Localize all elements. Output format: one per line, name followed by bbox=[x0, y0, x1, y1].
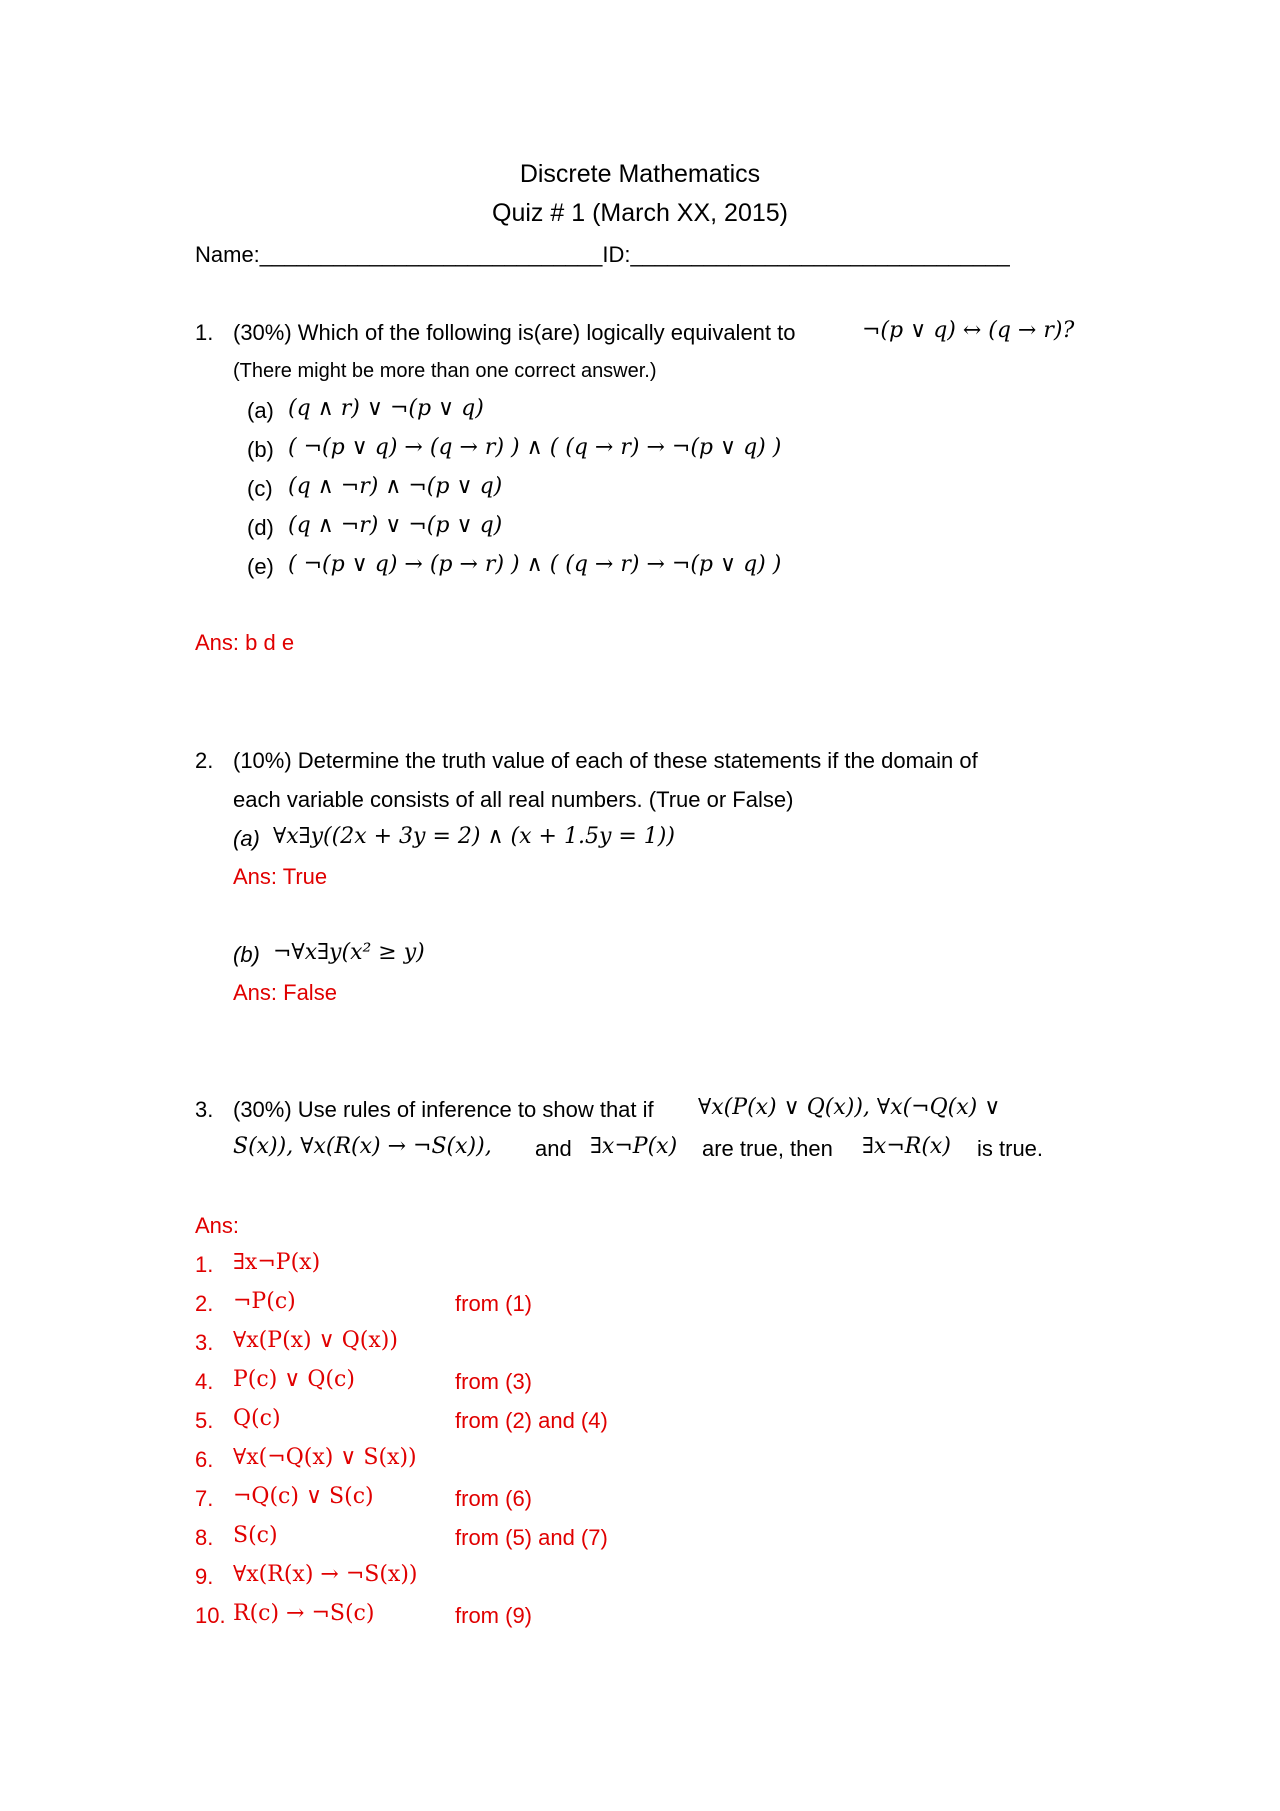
q2-b-answer: Ans: False bbox=[233, 980, 337, 1005]
step-expression: ∃x¬P(x) bbox=[233, 1250, 321, 1275]
q1-formula: ¬(p ∨ q) ↔ (q → r)? bbox=[862, 318, 1075, 343]
q1-option-a-expr: (q ∧ r) ∨ ¬(p ∨ q) bbox=[288, 396, 484, 421]
step-number: 7. bbox=[195, 1486, 214, 1511]
step-expression: ∀x(P(x) ∨ Q(x)) bbox=[233, 1328, 398, 1353]
step-number: 1. bbox=[195, 1252, 214, 1277]
step-expression: P(c) ∨ Q(c) bbox=[233, 1367, 355, 1392]
name-id-line: Name:____________________________ID:_______________________________ bbox=[195, 242, 1010, 267]
step-number: 10. bbox=[195, 1603, 226, 1628]
q1-answer: Ans: b d e bbox=[195, 630, 295, 655]
step-expression: Q(c) bbox=[233, 1406, 281, 1431]
q1-option-e-expr: ( ¬(p ∨ q) → (p → r) ) ∧ ( (q → r) → ¬(p ∨ q) ) bbox=[288, 552, 782, 577]
q3-line2-math-c: ∃x¬R(x) bbox=[862, 1134, 951, 1159]
step-expression: ∀x(R(x) → ¬S(x)) bbox=[233, 1562, 418, 1587]
q3-line2-math-b: ∃x¬P(x) bbox=[590, 1134, 678, 1159]
q2-a-answer: Ans: True bbox=[233, 864, 328, 889]
q1-option-b-label: (b) bbox=[247, 437, 274, 462]
q1-option-d-expr: (q ∧ ¬r) ∨ ¬(p ∨ q) bbox=[288, 513, 503, 538]
q3-line1-text: (30%) Use rules of inference to show that if bbox=[233, 1097, 654, 1122]
step-reason: from (2) and (4) bbox=[455, 1408, 608, 1433]
q2-number: 2. bbox=[195, 748, 214, 773]
q2-line2: each variable consists of all real numbers. (True or False) bbox=[233, 787, 794, 812]
step-number: 5. bbox=[195, 1408, 214, 1433]
q3-number: 3. bbox=[195, 1097, 214, 1122]
q3-line2-math-a: S(x)), ∀x(R(x) → ¬S(x)), bbox=[233, 1134, 492, 1159]
q1-option-c-expr: (q ∧ ¬r) ∧ ¬(p ∨ q) bbox=[288, 474, 503, 499]
q1-text: (30%) Which of the following is(are) logically equivalent to bbox=[233, 320, 796, 345]
step-number: 4. bbox=[195, 1369, 214, 1394]
q1-option-e-label: (e) bbox=[247, 554, 274, 579]
q1-number: 1. bbox=[195, 320, 214, 345]
q3-line1-math: ∀x(P(x) ∨ Q(x)), ∀x(¬Q(x) ∨ bbox=[698, 1095, 1001, 1120]
step-expression: ¬P(c) bbox=[233, 1289, 296, 1314]
step-expression: S(c) bbox=[233, 1523, 278, 1548]
q3-line2-text-b: are true, then bbox=[702, 1136, 833, 1161]
q2-b-expr: ¬∀x∃y(x² ≥ y) bbox=[273, 940, 425, 965]
q2-a-expr: ∀x∃y((2x + 3y = 2) ∧ (x + 1.5y = 1)) bbox=[273, 824, 675, 849]
step-reason: from (6) bbox=[455, 1486, 532, 1511]
step-reason: from (1) bbox=[455, 1291, 532, 1316]
step-number: 2. bbox=[195, 1291, 214, 1316]
q1-note: (There might be more than one correct answer.) bbox=[233, 360, 657, 382]
step-reason: from (5) and (7) bbox=[455, 1525, 608, 1550]
quiz-title: Quiz # 1 (March XX, 2015) bbox=[492, 199, 788, 227]
q1-option-b-expr: ( ¬(p ∨ q) → (q → r) ) ∧ ( (q → r) → ¬(p ∨ q) ) bbox=[288, 435, 782, 460]
step-expression: R(c) → ¬S(c) bbox=[233, 1601, 375, 1626]
q2-line1: (10%) Determine the truth value of each of these statements if the domain of bbox=[233, 748, 978, 773]
step-number: 6. bbox=[195, 1447, 214, 1472]
step-number: 3. bbox=[195, 1330, 214, 1355]
q3-line2-text-c: is true. bbox=[977, 1136, 1044, 1161]
q1-option-c-label: (c) bbox=[247, 476, 273, 501]
step-number: 9. bbox=[195, 1564, 214, 1589]
step-reason: from (3) bbox=[455, 1369, 532, 1394]
q2-b-label: (b) bbox=[233, 942, 260, 967]
course-title: Discrete Mathematics bbox=[519, 160, 761, 188]
q3-ans-header: Ans: bbox=[195, 1213, 240, 1238]
step-expression: ¬Q(c) ∨ S(c) bbox=[233, 1484, 374, 1509]
q1-option-a-label: (a) bbox=[247, 398, 274, 423]
q2-a-label: (a) bbox=[233, 826, 260, 851]
q3-line2-text-a: and bbox=[535, 1136, 572, 1161]
step-reason: from (9) bbox=[455, 1603, 532, 1628]
step-number: 8. bbox=[195, 1525, 214, 1550]
step-expression: ∀x(¬Q(x) ∨ S(x)) bbox=[233, 1445, 417, 1470]
q1-option-d-label: (d) bbox=[247, 515, 274, 540]
